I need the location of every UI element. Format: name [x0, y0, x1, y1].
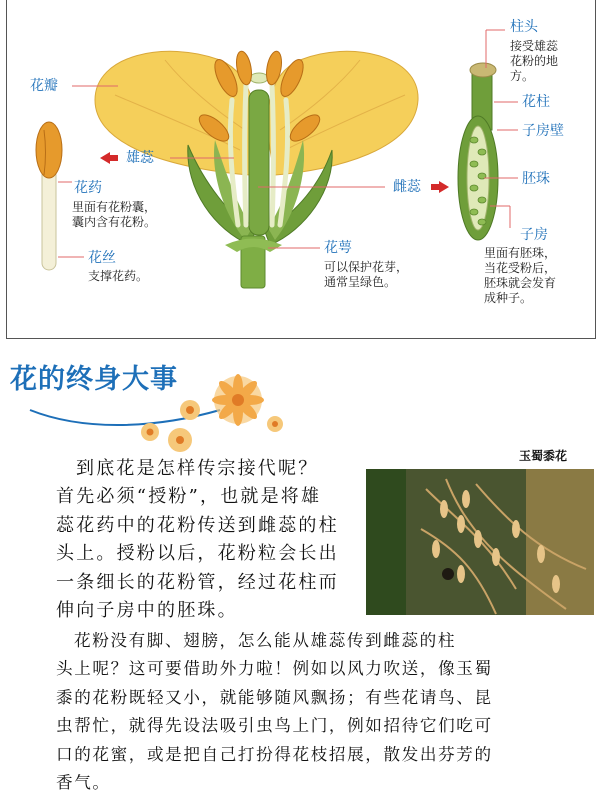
- label-style: 花柱: [522, 94, 550, 110]
- label-sepal: 花萼: [324, 240, 352, 256]
- paragraph-1: [56, 455, 339, 625]
- paragraph-line: 一条细长的花粉管，经过花柱而: [56, 571, 339, 593]
- corn-flower-photo: [366, 469, 594, 615]
- desc-stigma-line: 花粉的地: [510, 54, 559, 68]
- arrow-to-stamen-icon: [100, 152, 118, 164]
- desc-anther: [72, 200, 156, 230]
- pistil-center: [249, 90, 269, 235]
- paragraph-line: 首先必须“授粉”，也就是将雄: [56, 486, 322, 508]
- desc-ovary-line: 里面有胚珠，: [484, 246, 557, 260]
- paragraph-2: [56, 627, 493, 797]
- label-ovary: 子房: [520, 227, 548, 243]
- label-filament: 花丝: [88, 250, 116, 266]
- label-stigma: 柱头: [510, 19, 538, 35]
- desc-filament: [88, 269, 148, 284]
- paragraph-line: 伸向子房中的胚珠。: [56, 600, 238, 622]
- desc-ovary-line: 胚珠就会发育: [484, 276, 557, 290]
- paragraph-line: 头上。授粉以后，花粉粒会长出: [56, 543, 339, 565]
- photo-caption: 玉蜀黍花: [519, 449, 568, 463]
- paragraph-line: 头上呢？这可要借助外力啦！例如以风力吹送，像玉蜀: [56, 659, 493, 679]
- desc-stigma-line: 方。: [510, 69, 535, 83]
- desc-sepal-line: 可以保护花芽，: [324, 260, 409, 274]
- desc-anther-line: 里面有花粉囊，: [72, 200, 157, 214]
- stamen-detail-illustration: [36, 122, 62, 270]
- paragraph-line: 蕊花药中的花粉传送到雌蕊的柱: [56, 514, 339, 536]
- desc-sepal-line: 通常呈绿色。: [324, 275, 397, 289]
- desc-filament-line: 支撑花药。: [88, 269, 149, 283]
- label-ovule: 胚珠: [522, 171, 550, 187]
- section-title: 花的终身大事: [10, 364, 178, 395]
- desc-sepal: [324, 260, 408, 290]
- desc-anther-line: 囊内含有花粉。: [72, 215, 157, 229]
- paragraph-line: 黍的花粉既轻又小，就能够随风飘扬；有些花请鸟、昆: [56, 687, 493, 707]
- paragraph-line: 虫帮忙，就得先设法吸引虫鸟上门，例如招待它们吃可: [56, 716, 493, 736]
- arrow-to-pistil-icon: [431, 181, 449, 193]
- desc-stigma-line: 接受雄蕊: [510, 39, 559, 53]
- pistil-detail-illustration: [458, 63, 498, 240]
- desc-ovary: [484, 246, 556, 306]
- label-anther: 花药: [74, 180, 102, 196]
- paragraph-line: 花粉没有脚、翅膀，怎么能从雄蕊传到雌蕊的柱: [74, 631, 457, 650]
- paragraph-line: 香气。: [56, 773, 111, 793]
- paragraph-line: 口的花蜜，或是把自己打扮得花枝招展，散发出芬芳的: [56, 744, 493, 764]
- desc-ovary-line: 成种子。: [484, 291, 533, 305]
- label-pistil: 雌蕊: [393, 179, 421, 195]
- label-ovary-wall: 子房壁: [522, 123, 564, 139]
- desc-ovary-line: 当花受粉后，: [484, 261, 557, 275]
- paragraph-line: 到底花是怎样传宗接代呢？: [76, 458, 319, 479]
- label-petal: 花瓣: [30, 78, 58, 94]
- desc-stigma: [510, 39, 558, 84]
- label-stamen: 雄蕊: [126, 150, 154, 166]
